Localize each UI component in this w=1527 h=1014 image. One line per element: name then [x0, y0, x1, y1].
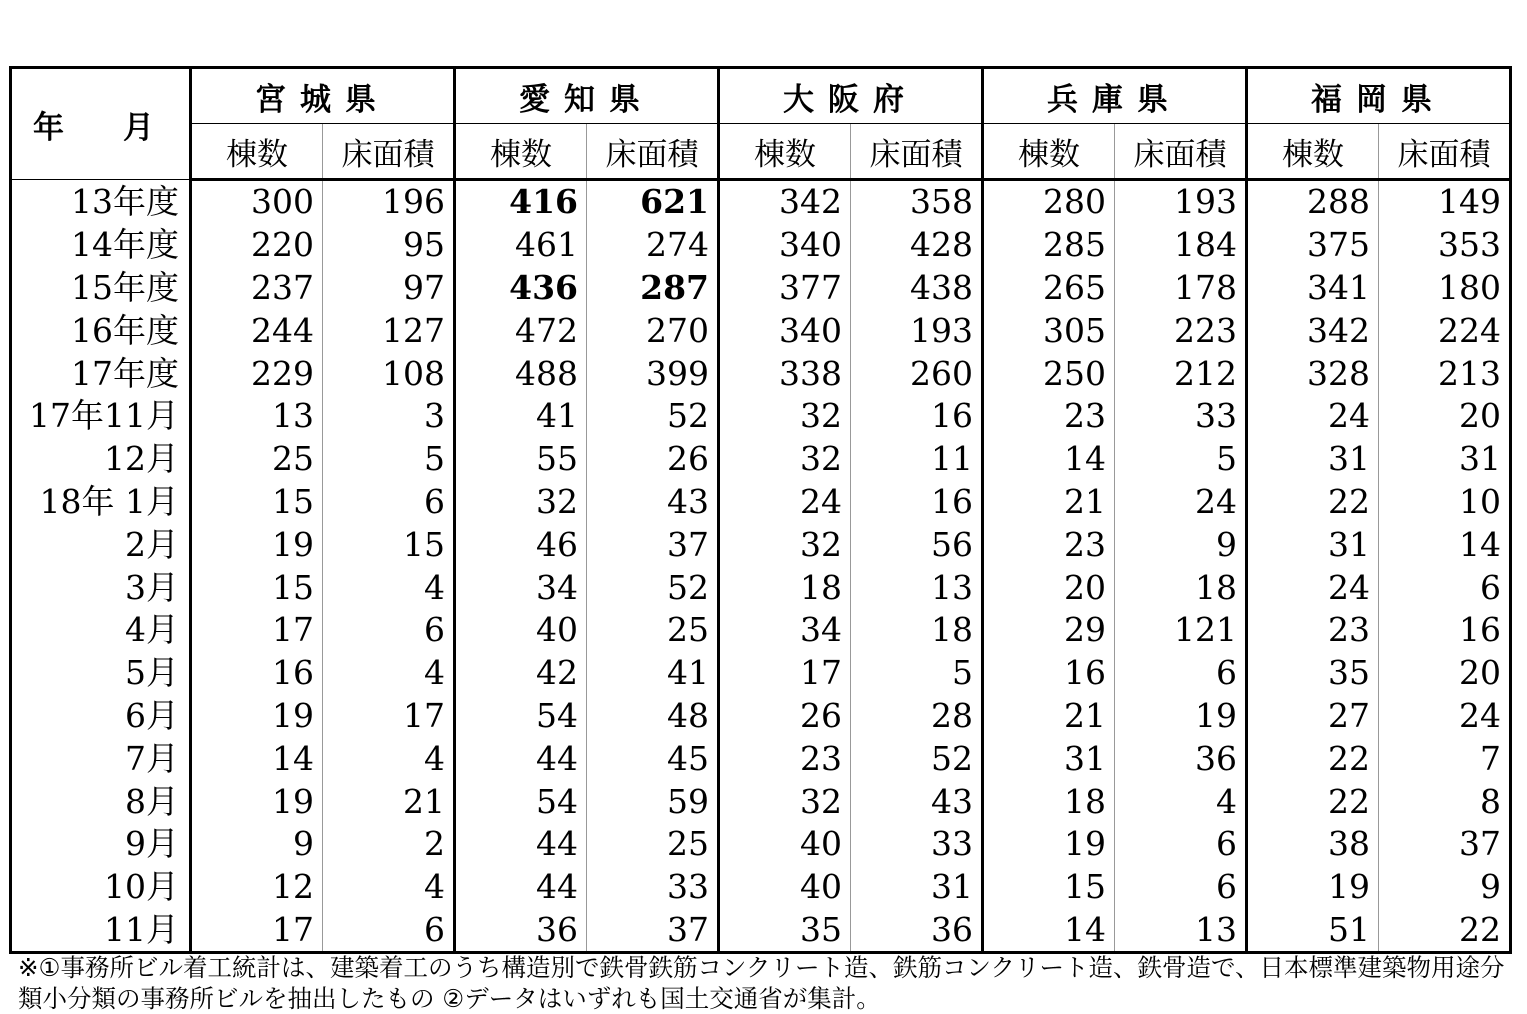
- area-cell: 7: [1480, 738, 1501, 778]
- area-cell: 18: [851, 609, 983, 652]
- area-cell: 33: [851, 823, 983, 866]
- count-cell: 40: [719, 866, 851, 909]
- area-cell: 11: [851, 438, 983, 481]
- count-cell: 305: [983, 309, 1115, 352]
- count-cell: 31: [1247, 438, 1379, 481]
- prefecture-header-fukuoka: 福岡県: [1247, 68, 1511, 124]
- count-cell: 26: [719, 695, 851, 738]
- count-cell: 24: [1247, 395, 1379, 438]
- area-cell: 41: [587, 652, 719, 695]
- count-cell: 42: [455, 652, 587, 695]
- count-cell: 32: [719, 395, 851, 438]
- count-cell: 27: [1247, 695, 1379, 738]
- area-cell: 13: [851, 566, 983, 609]
- table-row: [11, 866, 1511, 909]
- count-cell: 338: [719, 352, 851, 395]
- row-label: 15年度: [11, 267, 191, 310]
- area-cell: 438: [851, 267, 983, 310]
- row-label: 14年度: [11, 224, 191, 267]
- row-label: 4月: [11, 609, 191, 652]
- area-cell: 33: [1115, 395, 1247, 438]
- count-cell: 229: [191, 352, 323, 395]
- count-cell: 54: [455, 780, 587, 823]
- table-row: [11, 395, 1511, 438]
- area-cell: 196: [323, 180, 455, 224]
- area-cell: 21: [323, 780, 455, 823]
- count-cell: 472: [455, 309, 587, 352]
- area-cell: 16: [851, 395, 983, 438]
- count-cell: 24: [1247, 566, 1379, 609]
- count-cell: 265: [983, 267, 1115, 310]
- count-cell: 280: [983, 180, 1115, 224]
- area-cell: 399: [587, 352, 719, 395]
- area-cell: 45: [587, 737, 719, 780]
- count-cell: 14: [983, 909, 1115, 953]
- count-cell: 461: [455, 224, 587, 267]
- count-cell: 17: [719, 652, 851, 695]
- table-row: [11, 609, 1511, 652]
- count-cell: 15: [191, 566, 323, 609]
- count-cell: 14: [983, 438, 1115, 481]
- area-cell: 4: [1115, 780, 1247, 823]
- area-cell: 223: [1115, 309, 1247, 352]
- count-header: 棟数: [719, 124, 851, 180]
- area-cell: 4: [323, 566, 455, 609]
- count-cell: 35: [1247, 652, 1379, 695]
- row-label: 13年度: [11, 180, 191, 224]
- row-label: 9月: [11, 823, 191, 866]
- count-cell: 250: [983, 352, 1115, 395]
- count-cell: 21: [983, 481, 1115, 524]
- area-cell: 16: [851, 481, 983, 524]
- count-cell: 38: [1247, 823, 1379, 866]
- area-cell: 48: [587, 695, 719, 738]
- area-header: 床面積: [851, 124, 983, 180]
- table-row: [11, 909, 1511, 953]
- area-cell: 6: [1480, 567, 1501, 607]
- area-cell: 6: [323, 481, 455, 524]
- area-cell: 52: [587, 395, 719, 438]
- count-cell: 46: [455, 523, 587, 566]
- count-cell: 342: [1247, 309, 1379, 352]
- area-cell: 15: [323, 523, 455, 566]
- area-cell: 95: [323, 224, 455, 267]
- area-cell: 5: [1115, 438, 1247, 481]
- count-cell: 41: [455, 395, 587, 438]
- count-cell: 44: [455, 866, 587, 909]
- area-cell: 6: [323, 909, 455, 953]
- area-header: 床面積: [587, 124, 719, 180]
- area-cell: 10: [1459, 481, 1501, 521]
- count-cell: 16: [983, 652, 1115, 695]
- count-cell: 19: [1247, 866, 1379, 909]
- count-cell: 19: [191, 523, 323, 566]
- count-cell: 340: [719, 224, 851, 267]
- table-header: [11, 68, 1511, 180]
- table-row: [11, 523, 1511, 566]
- area-cell: 52: [851, 737, 983, 780]
- count-cell: 244: [191, 309, 323, 352]
- table-row: [11, 823, 1511, 866]
- area-cell: 37: [587, 523, 719, 566]
- area-cell: 6: [1115, 652, 1247, 695]
- count-cell: 9: [191, 823, 323, 866]
- count-cell: 22: [1247, 737, 1379, 780]
- area-cell: 59: [587, 780, 719, 823]
- area-cell: 25: [587, 823, 719, 866]
- count-cell: 16: [191, 652, 323, 695]
- area-cell: 4: [323, 866, 455, 909]
- table-body: [11, 180, 1511, 953]
- area-cell: 353: [1438, 225, 1501, 265]
- count-cell: 12: [191, 866, 323, 909]
- area-cell: 24: [1459, 695, 1501, 735]
- area-header: 床面積: [323, 124, 455, 180]
- area-cell: 6: [1115, 823, 1247, 866]
- area-cell: 13: [1115, 909, 1247, 953]
- row-label: 16年度: [11, 309, 191, 352]
- row-label: 7月: [11, 737, 191, 780]
- table-row: [11, 309, 1511, 352]
- count-cell: 23: [983, 395, 1115, 438]
- count-cell: 416: [455, 180, 587, 224]
- count-cell: 15: [983, 866, 1115, 909]
- table-row: [11, 481, 1511, 524]
- prefecture-header-hyogo: 兵庫県: [983, 68, 1247, 124]
- area-cell: 5: [323, 438, 455, 481]
- count-cell: 19: [191, 695, 323, 738]
- count-cell: 22: [1247, 481, 1379, 524]
- area-cell: 20: [1459, 653, 1501, 693]
- count-cell: 32: [719, 438, 851, 481]
- area-cell: 224: [1438, 310, 1501, 350]
- row-label: 8月: [11, 780, 191, 823]
- area-cell: 4: [323, 737, 455, 780]
- area-cell: 9: [1480, 867, 1501, 907]
- area-cell: 97: [323, 267, 455, 310]
- row-label: 11月: [11, 909, 191, 953]
- area-cell: 260: [851, 352, 983, 395]
- row-label: 5月: [11, 652, 191, 695]
- table-row: [11, 695, 1511, 738]
- count-cell: 341: [1247, 267, 1379, 310]
- row-label: 6月: [11, 695, 191, 738]
- area-cell: 621: [587, 180, 719, 224]
- count-cell: 51: [1247, 909, 1379, 953]
- count-cell: 488: [455, 352, 587, 395]
- area-cell: 31: [851, 866, 983, 909]
- area-cell: 178: [1115, 267, 1247, 310]
- count-cell: 17: [191, 609, 323, 652]
- area-cell: 43: [587, 481, 719, 524]
- count-cell: 19: [191, 780, 323, 823]
- count-header: 棟数: [191, 124, 323, 180]
- area-cell: 20: [1459, 396, 1501, 436]
- area-cell: 56: [851, 523, 983, 566]
- count-cell: 44: [455, 823, 587, 866]
- area-cell: 19: [1115, 695, 1247, 738]
- area-cell: 108: [323, 352, 455, 395]
- count-header: 棟数: [1247, 124, 1379, 180]
- area-cell: 6: [323, 609, 455, 652]
- area-cell: 193: [851, 309, 983, 352]
- count-cell: 31: [1247, 523, 1379, 566]
- row-label: 12月: [11, 438, 191, 481]
- table-row: [11, 652, 1511, 695]
- table-row: [11, 180, 1511, 224]
- area-cell: 22: [1459, 909, 1501, 949]
- count-cell: 377: [719, 267, 851, 310]
- count-cell: 40: [455, 609, 587, 652]
- count-header: 棟数: [983, 124, 1115, 180]
- area-cell: 428: [851, 224, 983, 267]
- office-building-starts-table: [9, 66, 1512, 954]
- count-cell: 55: [455, 438, 587, 481]
- count-cell: 340: [719, 309, 851, 352]
- area-cell: 17: [323, 695, 455, 738]
- count-cell: 328: [1247, 352, 1379, 395]
- count-cell: 25: [191, 438, 323, 481]
- row-label: 17年11月: [11, 395, 191, 438]
- count-cell: 436: [455, 267, 587, 310]
- row-label: 18年 1月: [11, 481, 191, 524]
- table-row: [11, 566, 1511, 609]
- area-cell: 274: [587, 224, 719, 267]
- area-cell: 26: [587, 438, 719, 481]
- count-cell: 18: [719, 566, 851, 609]
- count-cell: 36: [455, 909, 587, 953]
- row-label: 2月: [11, 523, 191, 566]
- count-cell: 14: [191, 737, 323, 780]
- area-cell: 36: [1115, 737, 1247, 780]
- area-cell: 2: [323, 823, 455, 866]
- prefecture-header-miyagi: 宮城県: [191, 68, 455, 124]
- area-cell: 9: [1115, 523, 1247, 566]
- count-cell: 300: [191, 180, 323, 224]
- area-cell: 33: [587, 866, 719, 909]
- footnote: ※①事務所ビル着工統計は、建築着工のうち構造別で鉄骨鉄筋コンクリート造、鉄筋コンクリート造、鉄骨造で、日本標準建築物用途分類小分類の事務所ビルを抽出したもの ②データはいずれも国土交通省が集計。: [18, 953, 1505, 1013]
- area-cell: 5: [851, 652, 983, 695]
- table-row: [11, 737, 1511, 780]
- area-cell: 18: [1115, 566, 1247, 609]
- count-cell: 34: [719, 609, 851, 652]
- count-cell: 23: [983, 523, 1115, 566]
- table-row: [11, 780, 1511, 823]
- area-cell: 149: [1438, 182, 1501, 222]
- count-cell: 32: [719, 780, 851, 823]
- area-cell: 127: [323, 309, 455, 352]
- area-cell: 31: [1459, 439, 1501, 479]
- count-cell: 15: [191, 481, 323, 524]
- area-header: 床面積: [1115, 124, 1247, 180]
- area-cell: 36: [851, 909, 983, 953]
- count-cell: 32: [455, 481, 587, 524]
- row-label: 10月: [11, 866, 191, 909]
- area-cell: 8: [1480, 781, 1501, 821]
- count-cell: 13: [191, 395, 323, 438]
- area-cell: 4: [323, 652, 455, 695]
- area-header: 床面積: [1379, 124, 1511, 180]
- count-cell: 17: [191, 909, 323, 953]
- area-cell: 121: [1115, 609, 1247, 652]
- prefecture-header-osaka: 大阪府: [719, 68, 983, 124]
- count-cell: 220: [191, 224, 323, 267]
- area-cell: 180: [1438, 267, 1501, 307]
- area-cell: 37: [1459, 824, 1501, 864]
- count-cell: 54: [455, 695, 587, 738]
- area-cell: 287: [587, 267, 719, 310]
- count-cell: 35: [719, 909, 851, 953]
- count-cell: 285: [983, 224, 1115, 267]
- row-label: 3月: [11, 566, 191, 609]
- area-cell: 14: [1459, 524, 1501, 564]
- count-cell: 44: [455, 737, 587, 780]
- row-label: 17年度: [11, 352, 191, 395]
- prefecture-header-aichi: 愛知県: [455, 68, 719, 124]
- area-cell: 24: [1115, 481, 1247, 524]
- count-cell: 22: [1247, 780, 1379, 823]
- count-cell: 34: [455, 566, 587, 609]
- area-cell: 43: [851, 780, 983, 823]
- area-cell: 3: [323, 395, 455, 438]
- count-cell: 24: [719, 481, 851, 524]
- area-cell: 16: [1459, 610, 1501, 650]
- area-cell: 37: [587, 909, 719, 953]
- table-row: [11, 267, 1511, 310]
- count-cell: 31: [983, 737, 1115, 780]
- count-cell: 29: [983, 609, 1115, 652]
- area-cell: 270: [587, 309, 719, 352]
- count-cell: 23: [719, 737, 851, 780]
- area-cell: 212: [1115, 352, 1247, 395]
- count-cell: 237: [191, 267, 323, 310]
- area-cell: 52: [587, 566, 719, 609]
- count-cell: 21: [983, 695, 1115, 738]
- count-cell: 288: [1247, 180, 1379, 224]
- count-header: 棟数: [455, 124, 587, 180]
- count-cell: 18: [983, 780, 1115, 823]
- count-cell: 342: [719, 180, 851, 224]
- count-cell: 40: [719, 823, 851, 866]
- area-cell: 213: [1438, 353, 1501, 393]
- area-cell: 28: [851, 695, 983, 738]
- area-cell: 358: [851, 180, 983, 224]
- count-cell: 20: [983, 566, 1115, 609]
- table-row: [11, 224, 1511, 267]
- count-cell: 23: [1247, 609, 1379, 652]
- table-row: [11, 438, 1511, 481]
- count-cell: 19: [983, 823, 1115, 866]
- count-cell: 32: [719, 523, 851, 566]
- area-cell: 184: [1115, 224, 1247, 267]
- area-cell: 25: [587, 609, 719, 652]
- area-cell: 193: [1115, 180, 1247, 224]
- year-month-header: 年 月: [11, 68, 191, 180]
- count-cell: 375: [1247, 224, 1379, 267]
- area-cell: 6: [1115, 866, 1247, 909]
- table-row: [11, 352, 1511, 395]
